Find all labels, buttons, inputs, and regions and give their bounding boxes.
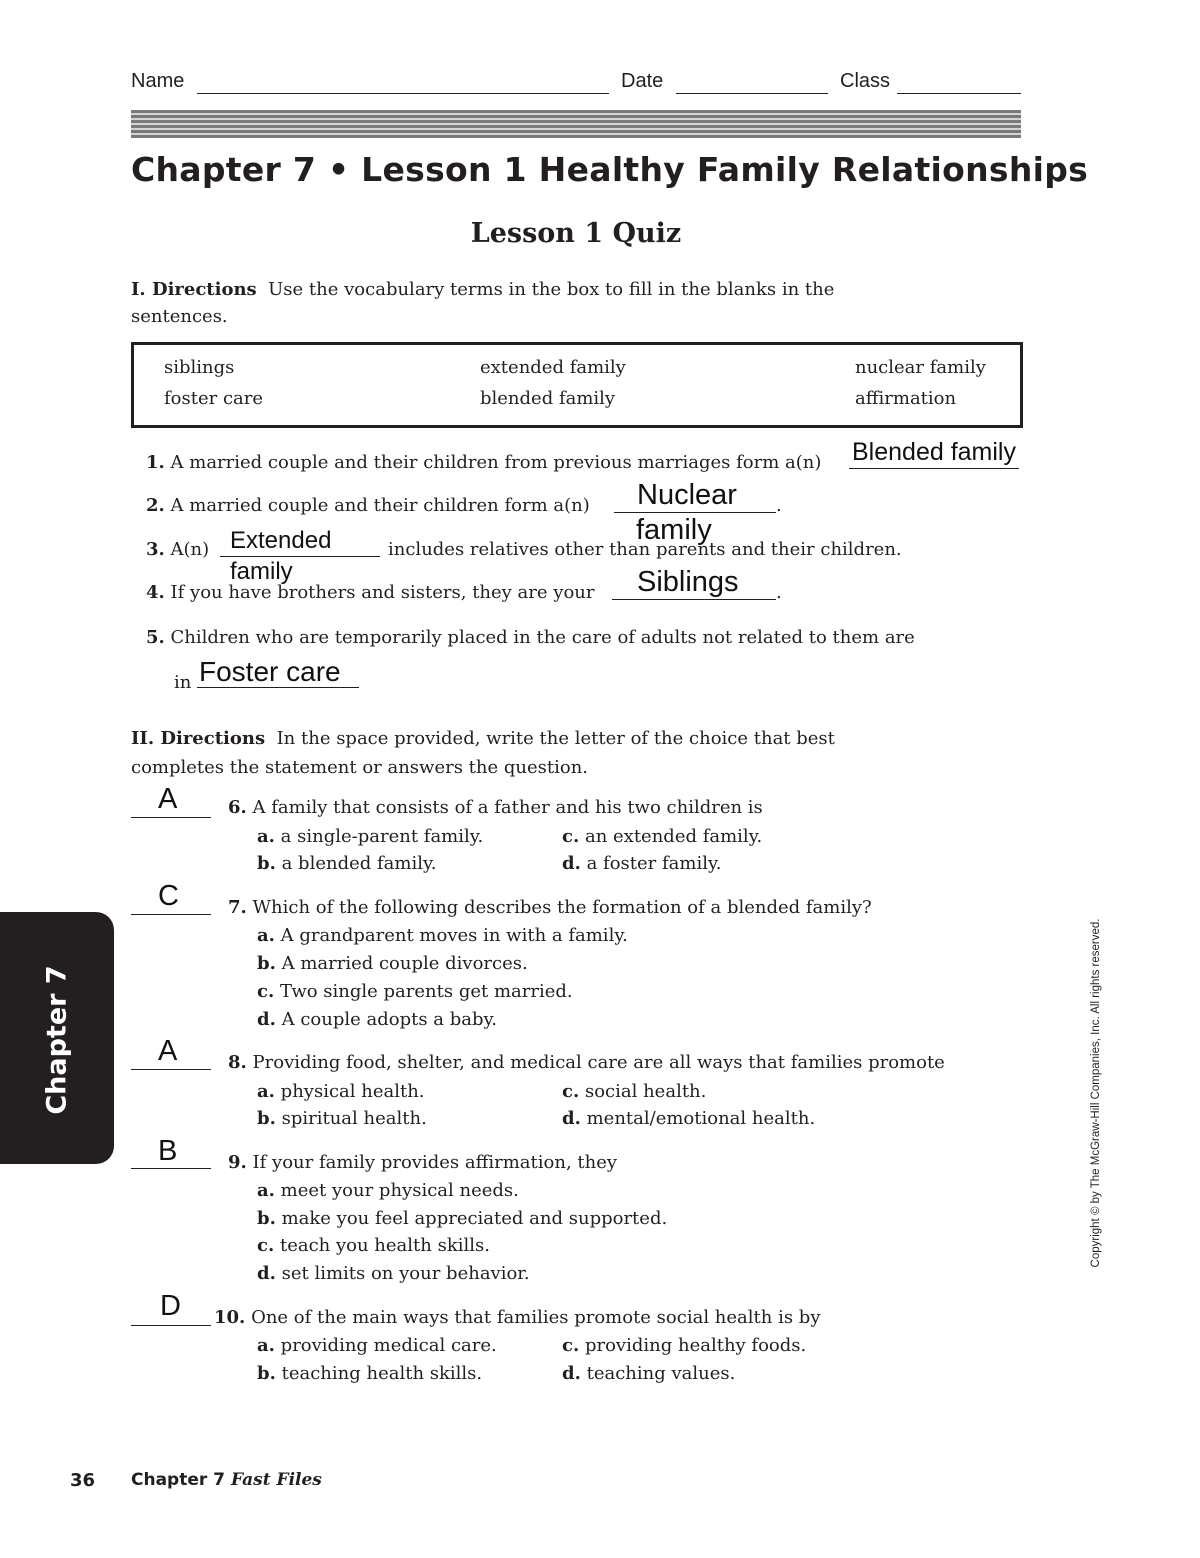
copyright-notice: Copyright © by The McGraw-Hill Companies, Inc. All rights reserved. xyxy=(1090,918,1102,1268)
answer-blank-9[interactable] xyxy=(131,1168,211,1169)
handwritten-answer-8: A xyxy=(158,1035,178,1067)
answer-blank-3[interactable] xyxy=(220,556,380,557)
option: b. spiritual health. xyxy=(257,1108,427,1129)
footer-chapter: Chapter 7 xyxy=(131,1470,226,1490)
handwritten-answer-6: A xyxy=(158,783,178,815)
option: a. A grandparent moves in with a family. xyxy=(257,925,628,946)
option: b. A married couple divorces. xyxy=(257,953,528,974)
question-5-in: in xyxy=(174,672,192,693)
handwritten-answer-5: Foster care xyxy=(199,656,341,687)
class-label: Class xyxy=(840,70,891,92)
question-3-end: includes relatives other than parents and their children. xyxy=(388,539,902,560)
option: b. a blended family. xyxy=(257,853,437,874)
date-field[interactable] xyxy=(676,93,828,94)
answer-blank-4[interactable] xyxy=(612,599,776,600)
name-label: Name xyxy=(131,70,185,92)
part1-directions xyxy=(131,276,851,330)
handwritten-answer-4: Siblings xyxy=(637,566,739,598)
option: b. teaching health skills. xyxy=(257,1363,483,1384)
option: d. a foster family. xyxy=(562,853,722,874)
vocab-term: siblings xyxy=(164,357,235,378)
handwritten-answer-1: Blended family xyxy=(852,438,1016,466)
question-3-start: 3. A(n) xyxy=(146,539,210,560)
question-2-end: . xyxy=(776,495,782,516)
vocab-box xyxy=(131,342,1023,428)
question-4: 4. If you have brothers and sisters, they are your xyxy=(146,582,595,603)
quiz-title: Lesson 1 Quiz xyxy=(470,218,682,249)
option: c. teach you health skills. xyxy=(257,1235,490,1256)
vocab-term: extended family xyxy=(480,357,626,378)
class-field[interactable] xyxy=(897,93,1021,94)
option: d. A couple adopts a baby. xyxy=(257,1009,498,1030)
vocab-term: blended family xyxy=(480,388,616,409)
vocab-term: nuclear family xyxy=(855,357,986,378)
question-5: 5. Children who are temporarily placed in the care of adults not related to them are xyxy=(146,627,915,648)
question-2: 2. A married couple and their children form a(n) xyxy=(146,495,590,516)
question-6: 6. A family that consists of a father and his two children is xyxy=(228,797,763,818)
page-number: 36 xyxy=(70,1470,96,1491)
chapter-title: Chapter 7 • Lesson 1 Healthy Family Relationships xyxy=(131,150,1089,189)
question-10: 10. One of the main ways that families promote social health is by xyxy=(214,1307,821,1328)
option: a. physical health. xyxy=(257,1081,425,1102)
handwritten-answer-2b: family xyxy=(636,514,712,546)
question-1: 1. A married couple and their children from previous marriages form a(n) xyxy=(146,452,822,473)
part1-text: Use the vocabulary terms in the box to fill in the blanks in the sentences. xyxy=(131,279,835,327)
question-7: 7. Which of the following describes the formation of a blended family? xyxy=(228,897,872,918)
handwritten-answer-3a: Extended xyxy=(230,527,332,554)
option: d. set limits on your behavior. xyxy=(257,1263,530,1284)
footer-book-title: Fast Files xyxy=(231,1470,322,1490)
question-8: 8. Providing food, shelter, and medical care are all ways that families promote xyxy=(228,1052,945,1073)
option: a. meet your physical needs. xyxy=(257,1180,519,1201)
option: b. make you feel appreciated and supported. xyxy=(257,1208,668,1229)
part2-directions xyxy=(131,724,851,782)
option: c. an extended family. xyxy=(562,826,763,847)
part1-heading: I. Directions xyxy=(131,279,257,300)
option: a. providing medical care. xyxy=(257,1335,497,1356)
handwritten-answer-2a: Nuclear xyxy=(637,479,737,511)
vocab-term: foster care xyxy=(164,388,264,409)
answer-blank-10[interactable] xyxy=(131,1325,211,1326)
answer-blank-8[interactable] xyxy=(131,1069,211,1070)
handwritten-answer-3b: family xyxy=(230,558,293,585)
question-4-end: . xyxy=(776,582,782,603)
answer-blank-7[interactable] xyxy=(131,914,211,915)
option: c. social health. xyxy=(562,1081,707,1102)
answer-blank-2[interactable] xyxy=(614,512,776,513)
handwritten-answer-9: B xyxy=(158,1135,178,1167)
chapter-side-tab-label: Chapter 7 xyxy=(41,965,73,1115)
option: d. teaching values. xyxy=(562,1363,736,1384)
name-field[interactable] xyxy=(197,93,609,94)
handwritten-answer-7: C xyxy=(158,880,179,912)
vocab-term: affirmation xyxy=(855,388,957,409)
answer-blank-5[interactable] xyxy=(197,687,359,688)
part2-text: In the space provided, write the letter of the choice that best completes the statement or answers the question. xyxy=(131,728,835,778)
option: a. a single-parent family. xyxy=(257,826,484,847)
answer-blank-1[interactable] xyxy=(849,468,1019,469)
option: c. Two single parents get married. xyxy=(257,981,573,1002)
date-label: Date xyxy=(621,70,664,92)
header-rule xyxy=(131,110,1021,138)
part2-heading: II. Directions xyxy=(131,728,266,749)
answer-blank-6[interactable] xyxy=(131,817,211,818)
question-9: 9. If your family provides affirmation, they xyxy=(228,1152,618,1173)
option: c. providing healthy foods. xyxy=(562,1335,807,1356)
handwritten-answer-10: D xyxy=(160,1290,181,1322)
option: d. mental/emotional health. xyxy=(562,1108,816,1129)
